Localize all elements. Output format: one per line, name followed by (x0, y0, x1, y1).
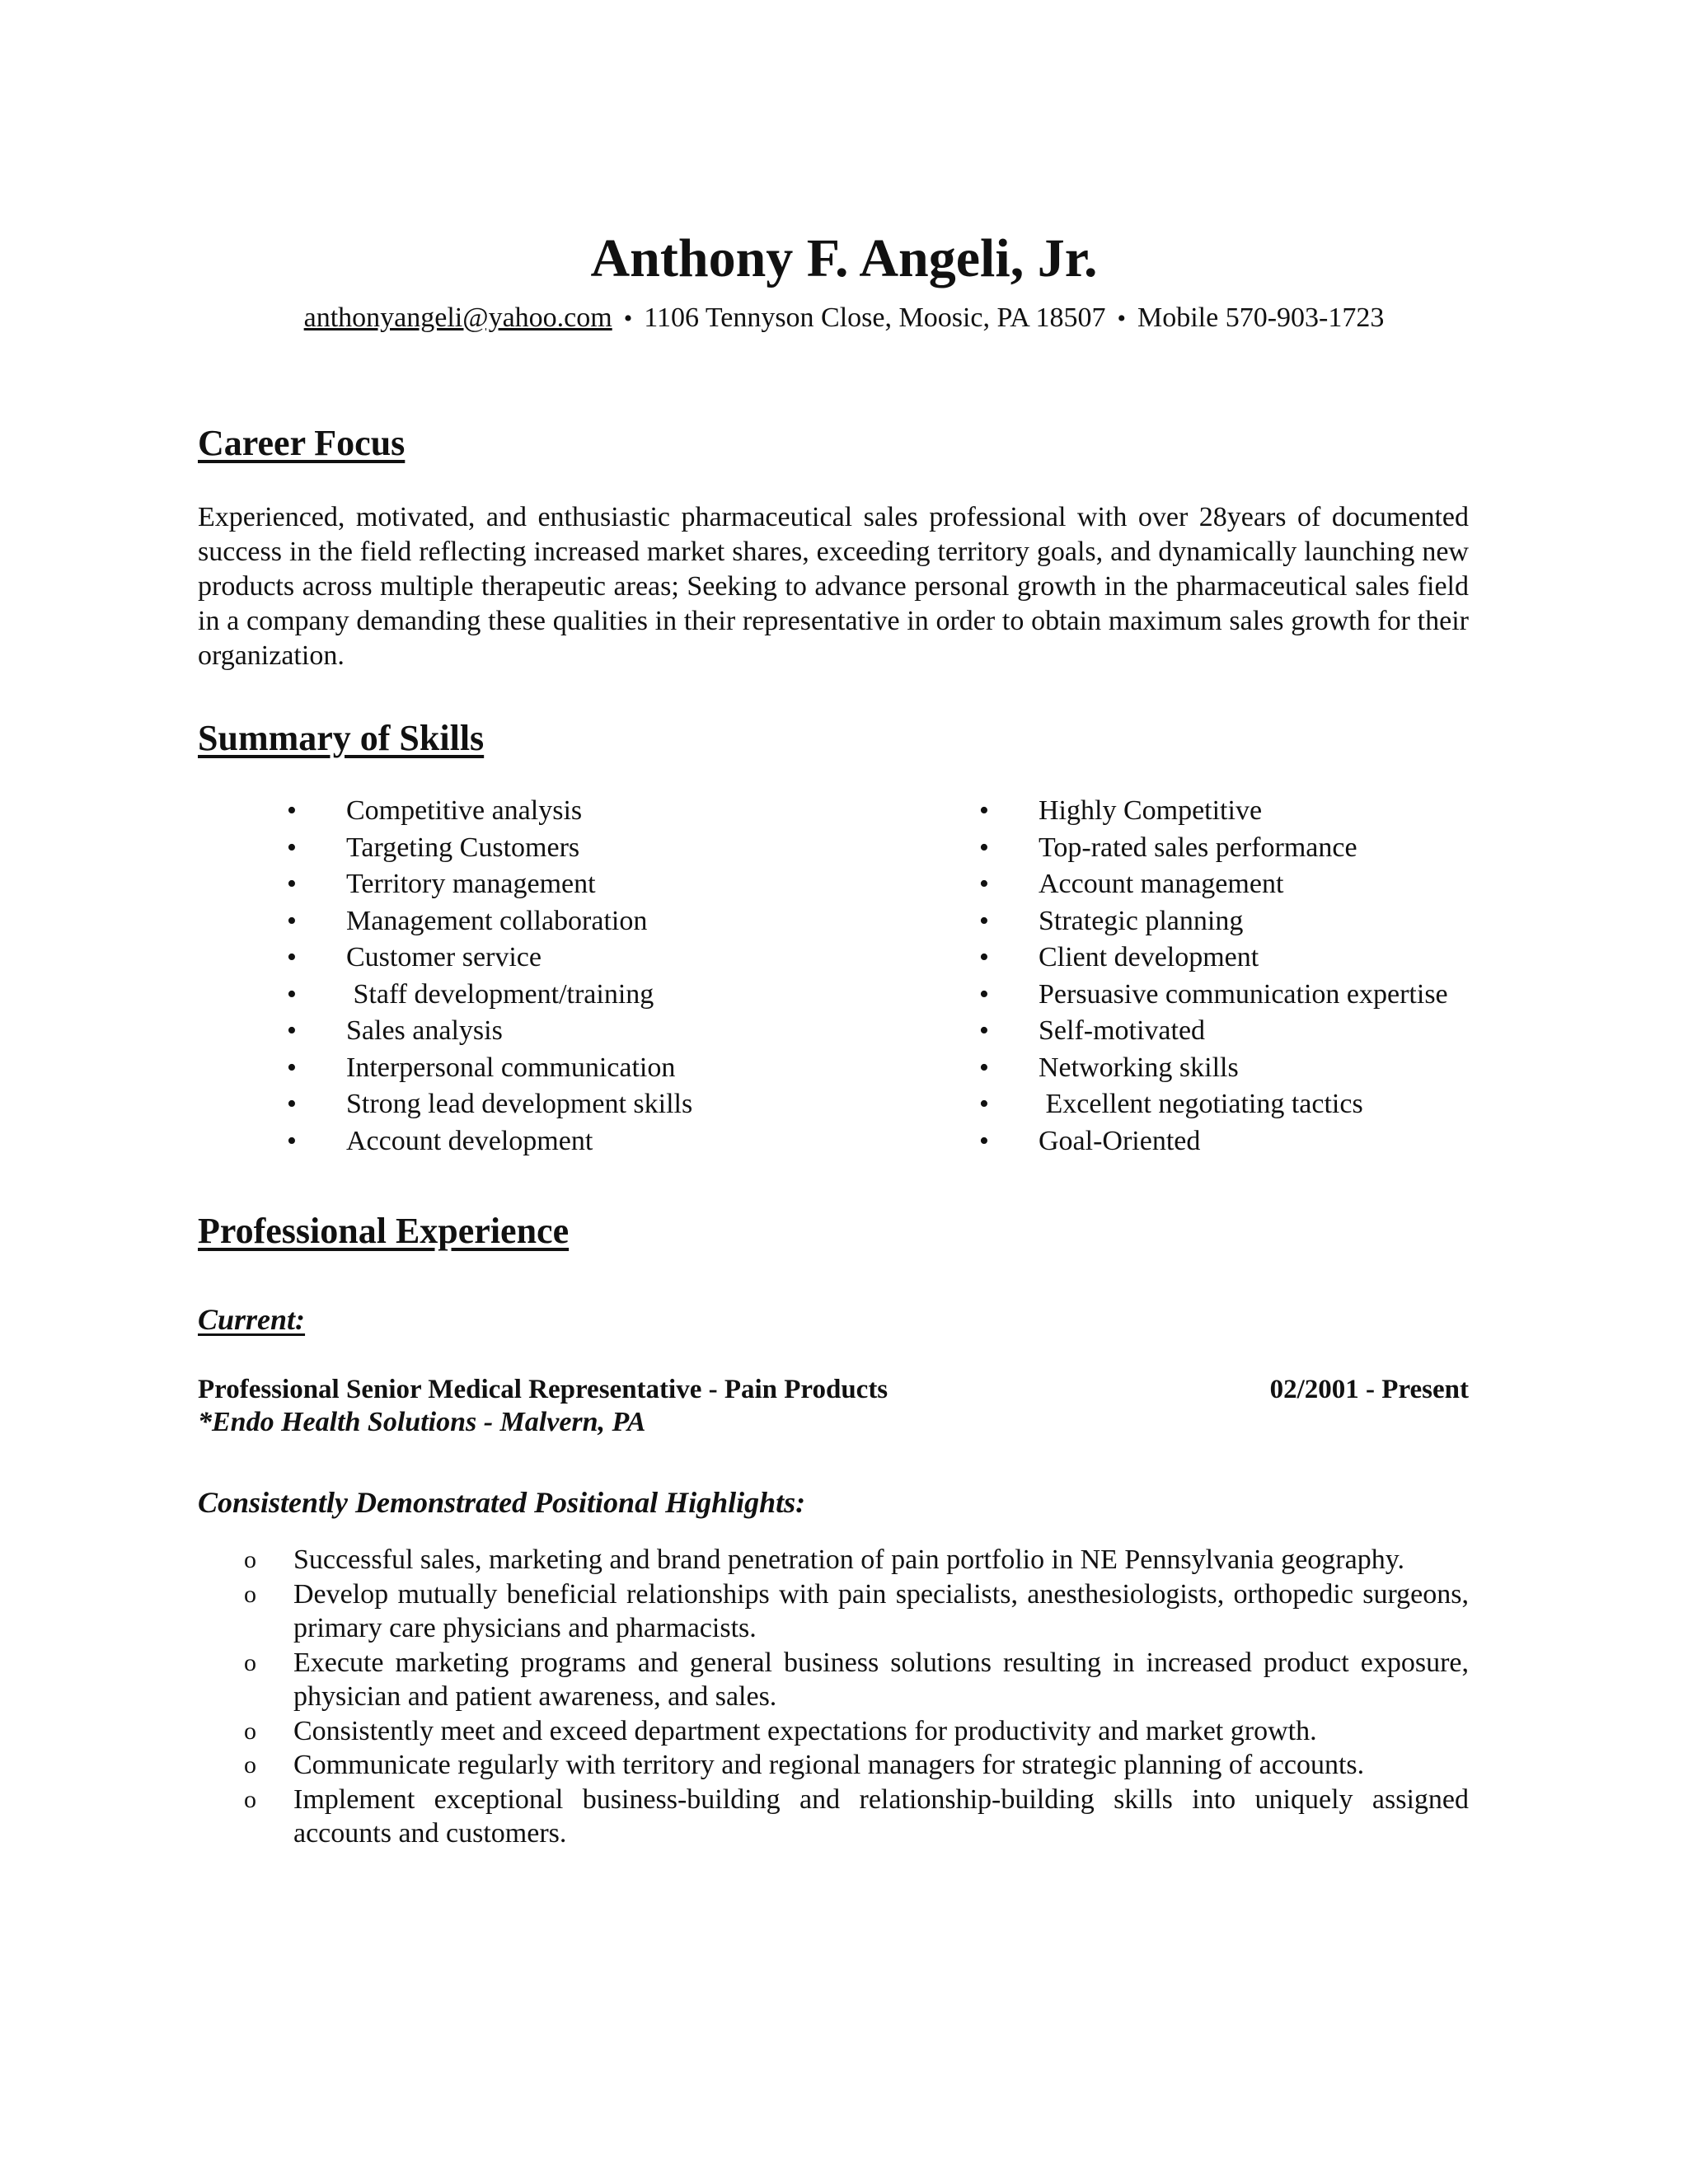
skill-item: • Sales analysis (287, 1013, 692, 1050)
circle-bullet-icon: o (244, 1648, 256, 1676)
highlight-text: Execute marketing programs and general business solutions resulting in increased product exposure, physician and patient awareness, and sales. (293, 1647, 1469, 1712)
candidate-name: Anthony F. Angeli, Jr. (590, 228, 1098, 288)
career-focus-heading: Career Focus (198, 423, 406, 463)
career-focus-text: Experienced, motivated, and enthusiastic pharmaceutical sales professional with over 28years of documented success in the field reflecting increased market shares, exceeding territory goals, and dynamically launching new products across multiple therapeutic areas; Seeking to advance personal growth in the pharmaceutical sales field in a company demanding these qualities in their representative in order to obtain maximum sales growth for their organization. (198, 502, 1469, 671)
skill-item: • Competitive analysis (287, 793, 692, 830)
circle-bullet-icon: o (244, 1785, 256, 1813)
highlight-item (198, 1714, 1469, 1749)
bullet-separator: • (1117, 305, 1126, 332)
job-title: Professional Senior Medical Representative - Pain Products (198, 1375, 889, 1404)
skill-item: • Excellent negotiating tactics (979, 1086, 1448, 1123)
skills-list-right (979, 793, 1448, 1160)
address-text: 1106 Tennyson Close, Moosic, PA 18507 (644, 302, 1106, 333)
current-label: Current: (198, 1303, 306, 1336)
company-name: *Endo Health Solutions - Malvern, PA (198, 1407, 646, 1437)
highlight-item (198, 1543, 1469, 1577)
skill-item: • Top-rated sales performance (979, 830, 1448, 867)
highlight-text: Successful sales, marketing and brand penetration of pain portfolio in NE Pennsylvania geography. (293, 1544, 1404, 1575)
skill-item: • Account development (287, 1123, 692, 1160)
highlight-text: Communicate regularly with territory and regional managers for strategic planning of accounts. (293, 1750, 1365, 1780)
skill-item: • Self-motivated (979, 1013, 1448, 1050)
skill-item: • Management collaboration (287, 903, 692, 940)
skill-item: • Client development (979, 940, 1448, 977)
highlight-item (198, 1646, 1469, 1714)
skill-item: • Networking skills (979, 1050, 1448, 1087)
highlight-text: Implement exceptional business-building and relationship-building skills into uniquely assigned accounts and customers. (293, 1783, 1469, 1849)
skill-item: • Highly Competitive (979, 793, 1448, 830)
skill-item: • Interpersonal communication (287, 1050, 692, 1087)
contact-line (0, 302, 1688, 335)
highlight-item (198, 1783, 1469, 1851)
mobile-text: Mobile 570-903-1723 (1137, 302, 1385, 333)
highlights-list (198, 1543, 1469, 1851)
skill-item: • Staff development/training (287, 977, 692, 1014)
experience-heading: Professional Experience (198, 1211, 570, 1251)
circle-bullet-icon: o (244, 1751, 256, 1779)
skill-item: • Targeting Customers (287, 830, 692, 867)
bullet-separator: • (623, 305, 633, 332)
highlight-text: Consistently meet and exceed department expectations for productivity and market growth. (293, 1715, 1317, 1746)
highlight-item (198, 1577, 1469, 1646)
job-dates: 02/2001 - Present (1269, 1375, 1469, 1404)
highlight-item (198, 1748, 1469, 1783)
skill-item: • Strong lead development skills (287, 1086, 692, 1123)
skill-item: • Goal-Oriented (979, 1123, 1448, 1160)
job-title-row (198, 1373, 1469, 1406)
skills-list-left (287, 793, 692, 1160)
highlight-text: Develop mutually beneficial relationships with pain specialists, anesthesiologists, orthopedic surgeons, primary care physicians and pharmacists. (293, 1578, 1469, 1643)
skill-item: • Strategic planning (979, 903, 1448, 940)
skill-item: • Account management (979, 866, 1448, 903)
circle-bullet-icon: o (244, 1580, 256, 1608)
skill-item: • Persuasive communication expertise (979, 977, 1448, 1014)
email-link[interactable]: anthonyangeli@yahoo.com (303, 302, 612, 333)
circle-bullet-icon: o (244, 1546, 256, 1573)
skill-item: • Customer service (287, 940, 692, 977)
circle-bullet-icon: o (244, 1717, 256, 1745)
highlights-heading: Consistently Demonstrated Positional Highlights: (198, 1486, 806, 1519)
skills-heading: Summary of Skills (198, 718, 485, 758)
skill-item: • Territory management (287, 866, 692, 903)
